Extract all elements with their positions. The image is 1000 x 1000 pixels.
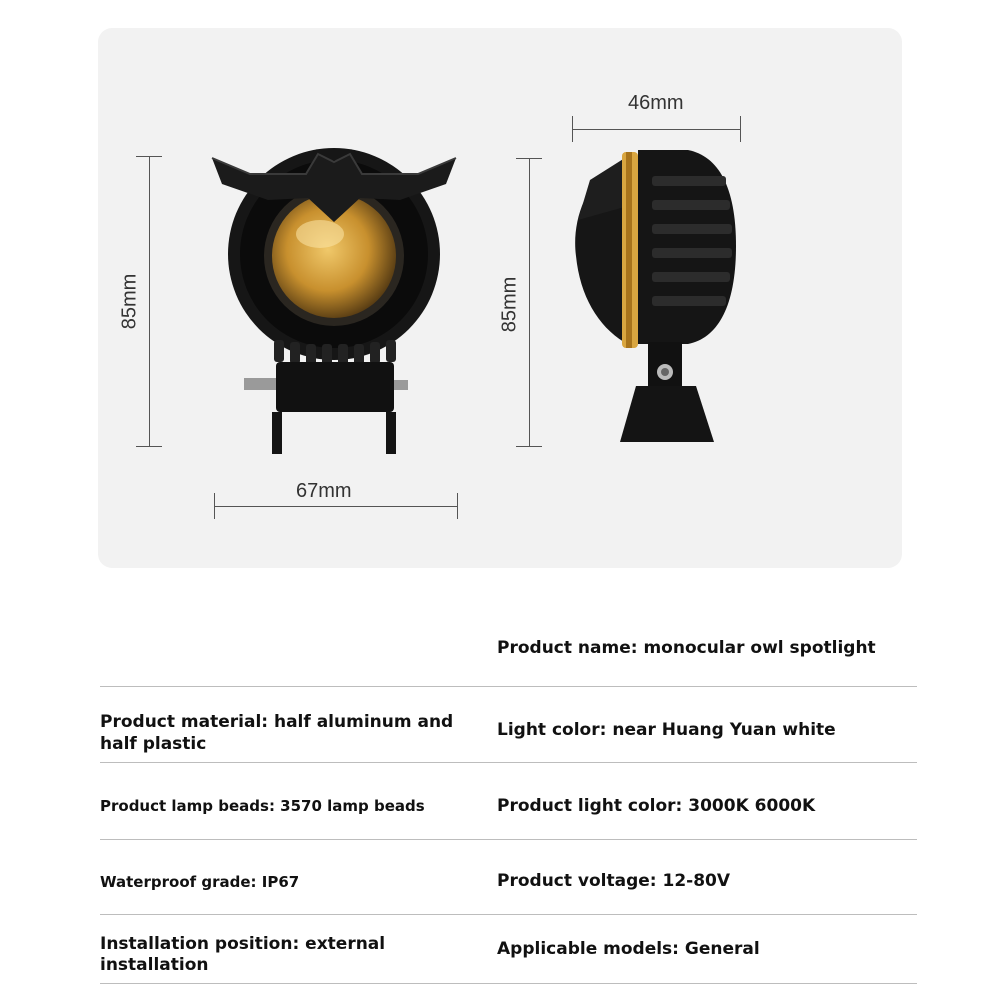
spec-light-color: Light color: near Huang Yuan white bbox=[497, 720, 836, 740]
spec-divider-5 bbox=[100, 983, 917, 984]
side-depth-tick-right bbox=[740, 116, 741, 142]
side-height-tick-top bbox=[516, 158, 542, 159]
spec-product-name: Product name: monocular owl spotlight bbox=[497, 638, 876, 658]
side-height-line bbox=[529, 158, 530, 446]
spec-installation-line2: installation bbox=[100, 955, 209, 975]
spec-material-line1: Product material: half aluminum and bbox=[100, 712, 454, 732]
front-width-line bbox=[214, 506, 458, 507]
spec-models: Applicable models: General bbox=[497, 939, 760, 959]
spec-installation-line1: Installation position: external bbox=[100, 934, 386, 954]
spec-divider-1 bbox=[100, 686, 917, 687]
side-depth-tick-left bbox=[572, 116, 573, 142]
spec-divider-4 bbox=[100, 914, 917, 915]
owl-spotlight-side-image bbox=[568, 146, 748, 446]
spec-product-light-color: Product light color: 3000K 6000K bbox=[497, 796, 816, 816]
front-width-tick-left bbox=[214, 493, 215, 519]
spec-divider-2 bbox=[100, 762, 917, 763]
front-height-tick-top bbox=[136, 156, 162, 157]
spec-material-line2: half plastic bbox=[100, 734, 207, 754]
front-width-tick-right bbox=[457, 493, 458, 519]
side-depth-label: 46mm bbox=[628, 92, 684, 114]
spec-waterproof: Waterproof grade: IP67 bbox=[100, 873, 300, 891]
spec-voltage: Product voltage: 12-80V bbox=[497, 871, 731, 891]
side-height-tick-bottom bbox=[516, 446, 542, 447]
owl-spotlight-front-image bbox=[210, 144, 460, 454]
side-depth-line bbox=[572, 129, 740, 130]
front-height-tick-bottom bbox=[136, 446, 162, 447]
spec-divider-3 bbox=[100, 839, 917, 840]
spec-lamp-beads: Product lamp beads: 3570 lamp beads bbox=[100, 797, 425, 815]
product-image-panel bbox=[98, 28, 902, 568]
side-height-label: 85mm bbox=[498, 276, 521, 333]
front-width-label: 67mm bbox=[296, 480, 352, 502]
front-height-line bbox=[149, 156, 150, 446]
front-height-label: 85mm bbox=[118, 273, 141, 330]
